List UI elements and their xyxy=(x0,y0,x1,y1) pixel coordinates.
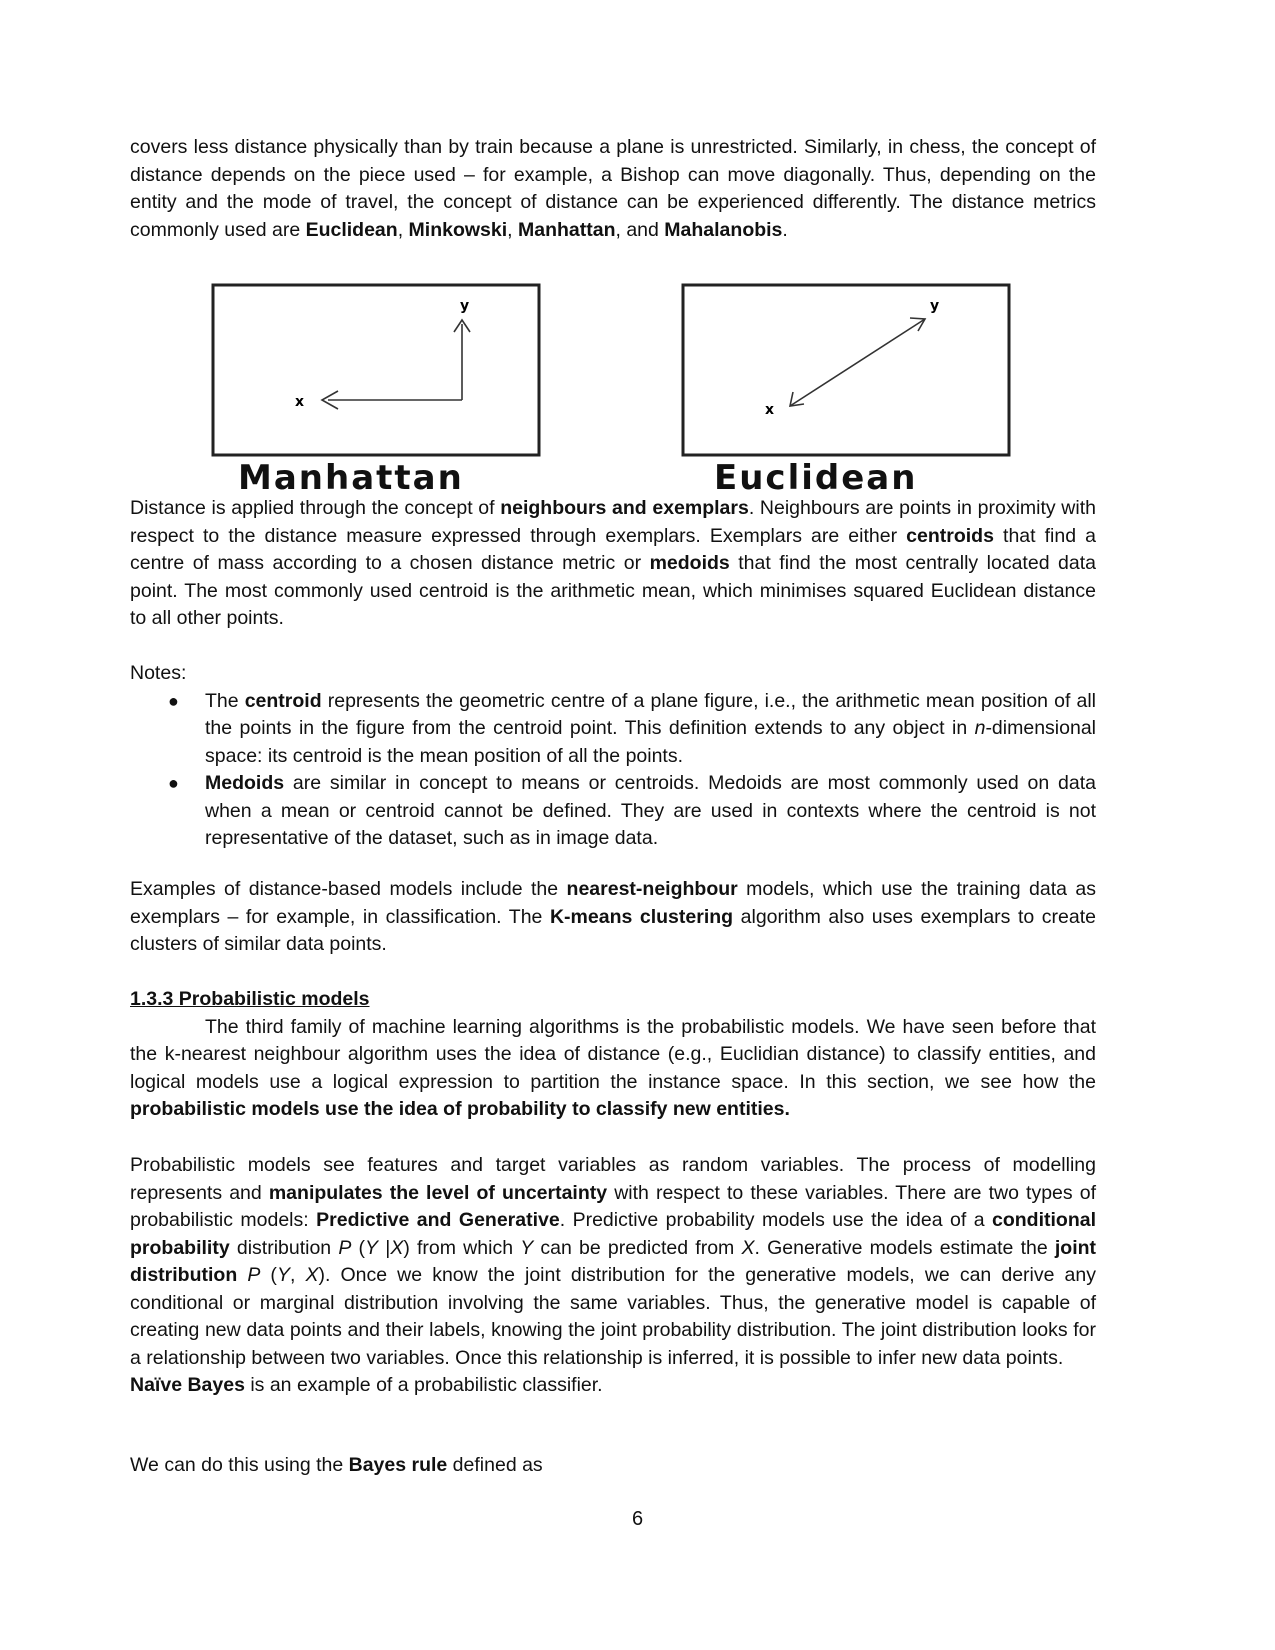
euclidean-caption: Euclidean xyxy=(714,458,918,498)
metric-manhattan: Manhattan xyxy=(518,218,616,241)
section-paragraph-4: We can do this using the Bayes rule defined as xyxy=(130,1454,543,1476)
distance-block xyxy=(130,495,1096,633)
euclidean-diagram xyxy=(680,282,1014,460)
euclidean-path xyxy=(790,319,925,406)
probabilistic-block xyxy=(130,1152,1096,1400)
metric-mahalanobis: Mahalanobis xyxy=(664,218,783,241)
term-centroids: centroids xyxy=(906,524,994,547)
section-paragraph-1: The third family of machine learning algorithms is the probabilistic models. We have seen before that the k-nearest neighbour algorithm uses the idea of distance (e.g., Euclidian distance) to classify entities, and logical models use a logical expression to partition the instance space. In this section, we see how the probabilistic models use the idea of probability to classify new entities. xyxy=(130,1015,1096,1120)
notes-list xyxy=(130,688,1096,853)
manhattan-caption: Manhattan xyxy=(238,458,464,498)
term-nearest-neighbour: nearest-neighbour xyxy=(566,878,738,900)
term-k-means: K-means clustering xyxy=(549,905,734,928)
examples-paragraph: Examples of distance-based models include the nearest-neighbour models, which use the training data as exemplars – for example, in classification. The K-means clustering algorithm also uses exemplars to create clusters of similar data points. xyxy=(130,878,1097,955)
manhattan-x-label: x xyxy=(295,394,305,410)
list-item: ● The centroid represents the geometric centre of a plane figure, i.e., the arithmetic mean position of all the points in the figure from the centroid point. This definition extends to any object in n-dimensional space: its centroid is the mean position of all the points. xyxy=(168,689,1096,767)
list-item: ● Medoids are similar in concept to means or centroids. Medoids are most commonly used on data when a mean or centroid cannot be defined. They are used in contexts where the centroid is not representative of the dataset, such as in image data. xyxy=(168,772,1096,849)
term-neighbours-exemplars: neighbours and exemplars xyxy=(500,497,749,519)
intro-paragraph: covers less distance physically than by train because a plane is unrestricted. Similarly, in chess, the concept of distance depends on the piece used – for example, a Bishop can move diagonally. Thus, depending on the entity and the mode of travel, the concept of distance can be experienced differently. The distance metrics commonly used are Euclidean, Minkowski, Manhattan, and Mahalanobis. xyxy=(130,136,1096,241)
term-medoids: medoids xyxy=(649,552,730,574)
page-number: 6 xyxy=(631,1508,644,1530)
metric-euclidean: Euclidean xyxy=(305,218,398,241)
section-heading: 1.3.3 Probabilistic models xyxy=(130,988,370,1010)
manhattan-diagram xyxy=(210,282,544,460)
bayes-block xyxy=(130,1452,1096,1480)
section-paragraph-3: Naïve Bayes is an example of a probabilistic classifier. xyxy=(130,1374,603,1396)
intro-block xyxy=(130,134,1096,244)
bullet-icon: ● xyxy=(168,690,179,711)
section-paragraph-2: Probabilistic models see features and target variables as random variables. The process of modelling represents and manipulates the level of uncertainty with respect to these variables. There are two types of probabilistic models: Predictive and Generative. Predictive probability models use the idea of a conditional probability distribution P (Y |X) from which Y can be predicted from X. Generative models estimate the joint distribution P (Y, X). Once we know the joint distribution for the generative models, we can derive any conditional or marginal distribution involving the same variables. Thus, the generative model is capable of creating new data points and their labels, knowing the joint probability distribution. The joint distribution looks for a relationship between two variables. Once this relationship is inferred, it is possible to infer new data points. xyxy=(130,1154,1097,1369)
metric-minkowski: Minkowski xyxy=(408,218,508,241)
examples-block xyxy=(130,876,1096,959)
euclidean-y-label: y xyxy=(930,298,940,314)
bullet-icon: ● xyxy=(168,773,179,793)
notes-block xyxy=(130,660,1096,853)
manhattan-frame xyxy=(213,285,539,455)
distance-paragraph: Distance is applied through the concept of neighbours and exemplars. Neighbours are points in proximity with respect to the distance measure expressed through exemplars. Exemplars are either centroids that find a centre of mass according to a chosen distance metric or medoids that find the most centrally located data point. The most commonly used centroid is the arithmetic mean, which minimises squared Euclidean distance to all other points. xyxy=(130,497,1096,629)
section-block xyxy=(130,986,1096,1124)
euclidean-x-label: x xyxy=(765,402,775,418)
manhattan-y-label: y xyxy=(460,298,470,314)
notes-label: Notes: xyxy=(130,662,187,684)
